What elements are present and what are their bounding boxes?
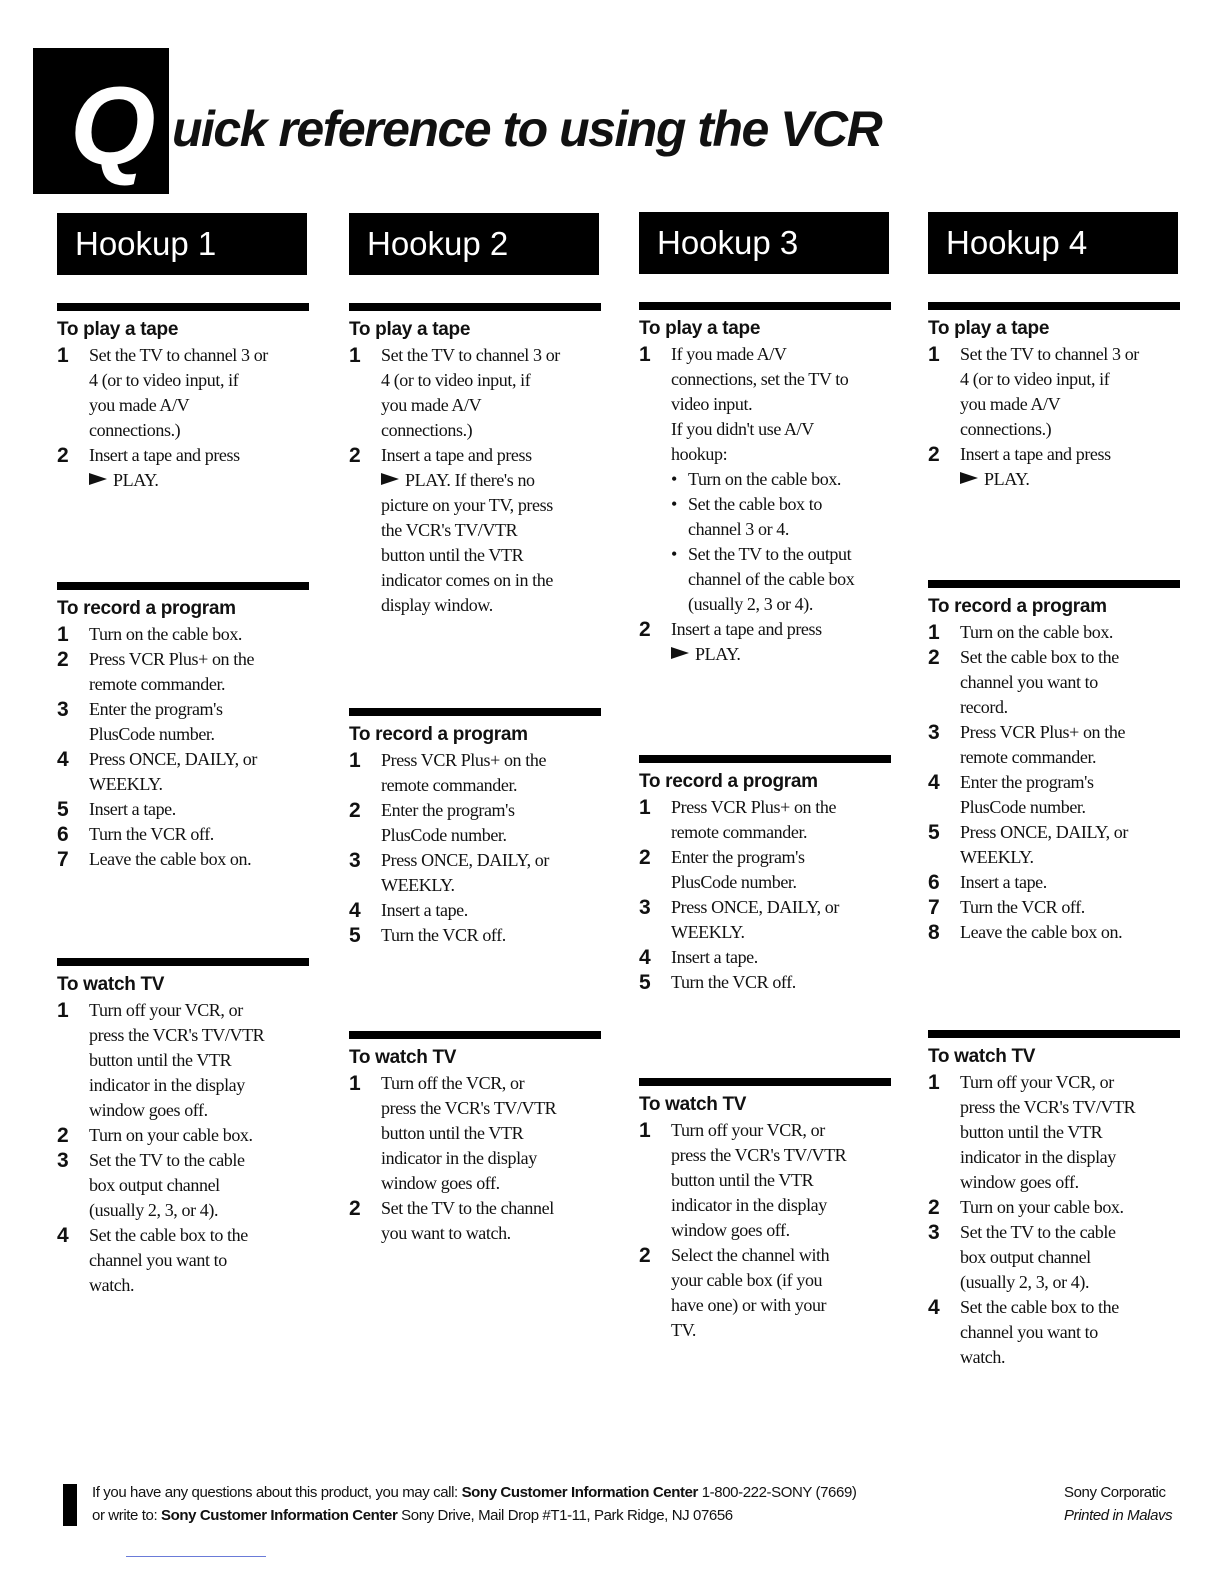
step-text: Select the channel with your cable box (if you have one) or with your TV.: [671, 1245, 830, 1340]
section: [928, 302, 1183, 492]
step-item: [928, 820, 1183, 870]
step-body: [960, 770, 1183, 820]
step-text: If you made A/V connections, set the TV to video input. If you didn't use A/V hookup:: [671, 344, 849, 464]
section-title: To record a program: [928, 596, 1107, 617]
step-text: Press ONCE, DAILY, or WEEKLY.: [960, 822, 1128, 867]
step-text: Turn off your VCR, or press the VCR's TV/VTR button until the VTR indicator in the display window goes off.: [671, 1120, 847, 1240]
step-text: Press VCR Plus+ on the remote commander.: [671, 797, 837, 842]
footer-company-info: [1064, 1481, 1224, 1527]
step-item: [57, 998, 312, 1123]
hookup-column-2: [349, 213, 604, 1243]
step-item: [639, 895, 894, 945]
step-text: Insert a tape.: [381, 900, 468, 920]
step-text: Turn the VCR off.: [960, 897, 1085, 917]
step-body: [89, 1148, 312, 1223]
step-number: 1: [639, 1119, 651, 1142]
company-name: Sony Corporatic: [1064, 1484, 1166, 1501]
step-body: [381, 798, 604, 848]
step-text: Turn the VCR off.: [671, 972, 796, 992]
section-title: To watch TV: [57, 974, 165, 995]
hookup-header-1: Hookup 1: [57, 213, 307, 275]
step-body: [381, 848, 604, 898]
step-item: [928, 895, 1183, 920]
step-body: [89, 647, 312, 697]
step-continuation: picture on your TV, press the VCR's TV/VTR button until the VTR indicator comes on in the display window.: [381, 495, 553, 615]
steps-list: [928, 1070, 1183, 1370]
section-title: To play a tape: [57, 319, 179, 340]
step-number: 8: [928, 921, 940, 944]
step-item: [928, 870, 1183, 895]
step-number: 1: [57, 344, 69, 367]
step-body: [960, 342, 1183, 442]
step-item: [57, 747, 312, 797]
step-body: [381, 1196, 604, 1246]
step-number: 2: [639, 618, 651, 641]
step-body: [89, 1223, 312, 1298]
section-title: To watch TV: [349, 1047, 457, 1068]
step-body: [671, 945, 894, 970]
footer-contact: [92, 1481, 992, 1527]
step-item: [349, 848, 604, 898]
step-number: 4: [928, 771, 940, 794]
step-number: 1: [639, 343, 651, 366]
step-item: [639, 1243, 894, 1343]
step-item: [928, 770, 1183, 820]
step-item: [57, 797, 312, 822]
step-body: [960, 1195, 1183, 1220]
step-text: Enter the program's PlusCode number.: [960, 772, 1094, 817]
section: [639, 1078, 894, 1343]
step-text: Set the TV to the channel you want to watch.: [381, 1198, 554, 1243]
step-text: Leave the cable box on.: [960, 922, 1123, 942]
step-number: 1: [928, 1071, 940, 1094]
step-text: Turn the VCR off.: [89, 824, 214, 844]
section: [57, 303, 312, 493]
step-item: [928, 1070, 1183, 1195]
footer-divider: [126, 1556, 266, 1557]
play-icon: [89, 473, 107, 485]
step-body: [89, 343, 312, 443]
step-body: [89, 1123, 312, 1148]
page-title: uick reference to using the VCR: [172, 101, 882, 157]
step-item: [639, 970, 894, 995]
steps-list: [349, 1071, 604, 1246]
step-text: Turn on the cable box.: [960, 622, 1114, 642]
step-item: [349, 798, 604, 848]
step-number: 2: [57, 1124, 69, 1147]
step-item: [928, 720, 1183, 770]
step-number: 1: [349, 344, 361, 367]
play-label: PLAY.: [984, 469, 1030, 489]
step-number: 1: [349, 749, 361, 772]
play-label: PLAY.: [695, 644, 741, 664]
steps-list: [928, 620, 1183, 945]
step-text: Press VCR Plus+ on the remote commander.: [381, 750, 547, 795]
step-number: 7: [928, 896, 940, 919]
step-text: Enter the program's PlusCode number.: [381, 800, 515, 845]
step-body: [381, 748, 604, 798]
step-text: Enter the program's PlusCode number.: [671, 847, 805, 892]
step-number: 4: [349, 899, 361, 922]
step-body: [89, 443, 312, 493]
step-item: [57, 343, 312, 443]
section: [928, 1030, 1183, 1370]
step-number: 6: [928, 871, 940, 894]
step-item: [57, 822, 312, 847]
step-number: 3: [57, 698, 69, 721]
section-title: To play a tape: [639, 318, 761, 339]
step-number: 3: [928, 721, 940, 744]
step-body: [89, 622, 312, 647]
footer-line-2: or write to: Sony Customer Information Center Sony Drive, Mail Drop #T1-11, Park Ridge, NJ 07656: [92, 1507, 733, 1524]
step-text: Turn on the cable box.: [89, 624, 243, 644]
step-body: [89, 697, 312, 747]
footer-line-1: If you have any questions about this product, you may call: Sony Customer Information Center 1-800-222-SONY (7669): [92, 1484, 857, 1501]
step-text: Set the TV to the cable box output channel (usually 2, 3, or 4).: [960, 1222, 1116, 1292]
step-item: [349, 923, 604, 948]
step-text: Insert a tape and press: [381, 445, 532, 465]
bullet-item: [671, 542, 894, 617]
step-text: Leave the cable box on.: [89, 849, 252, 869]
step-item: [639, 845, 894, 895]
step-text: Set the cable box to the channel you want to record.: [960, 647, 1119, 717]
step-item: [57, 847, 312, 872]
step-body: [671, 1243, 894, 1343]
step-text: Insert a tape and press: [960, 444, 1111, 464]
step-item: [639, 945, 894, 970]
step-number: 2: [928, 646, 940, 669]
step-body: [89, 998, 312, 1123]
step-text: Insert a tape and press: [671, 619, 822, 639]
step-body: [960, 1220, 1183, 1295]
step-number: 1: [57, 623, 69, 646]
play-icon: [381, 473, 399, 485]
step-number: 1: [928, 621, 940, 644]
step-number: 4: [57, 1224, 69, 1247]
step-item: [349, 343, 604, 443]
play-icon: [671, 647, 689, 659]
step-item: [57, 1123, 312, 1148]
step-body: [960, 442, 1183, 492]
step-number: 2: [349, 444, 361, 467]
section-title: To record a program: [639, 771, 818, 792]
step-item: [349, 443, 604, 618]
steps-list: [57, 622, 312, 872]
step-item: [928, 645, 1183, 720]
step-text: Insert a tape.: [89, 799, 176, 819]
steps-list: [349, 343, 604, 618]
hookup-header-2: Hookup 2: [349, 213, 599, 275]
steps-list: [639, 342, 894, 667]
step-body: [89, 847, 312, 872]
section: [57, 582, 312, 872]
section: [928, 580, 1183, 945]
step-body: [960, 645, 1183, 720]
bullet-dot-icon: •: [671, 544, 677, 564]
step-body: [960, 820, 1183, 870]
step-text: Insert a tape.: [671, 947, 758, 967]
step-body: [960, 1070, 1183, 1195]
section: [57, 958, 312, 1298]
step-text: Insert a tape.: [960, 872, 1047, 892]
step-body: [381, 898, 604, 923]
step-body: [671, 1118, 894, 1243]
step-body: [89, 797, 312, 822]
step-text: Turn on your cable box.: [960, 1197, 1124, 1217]
steps-list: [639, 795, 894, 995]
footer-bar: [63, 1484, 77, 1526]
section: [349, 1031, 604, 1246]
step-text: Turn the VCR off.: [381, 925, 506, 945]
hookup-header-4: Hookup 4: [928, 212, 1178, 274]
step-number: 5: [349, 924, 361, 947]
section-rule: [349, 303, 601, 311]
step-body: [89, 747, 312, 797]
play-label: PLAY.: [113, 470, 159, 490]
step-number: 4: [639, 946, 651, 969]
step-number: 4: [928, 1296, 940, 1319]
steps-list: [57, 998, 312, 1298]
step-item: [57, 647, 312, 697]
step-item: [349, 1071, 604, 1196]
section-title: To record a program: [57, 598, 236, 619]
step-body: [960, 895, 1183, 920]
section-rule: [639, 302, 891, 310]
step-number: 5: [57, 798, 69, 821]
step-number: 3: [57, 1149, 69, 1172]
step-body: [671, 342, 894, 617]
bullet-item: [671, 492, 894, 542]
step-text: Press VCR Plus+ on the remote commander.: [89, 649, 255, 694]
step-body: [671, 845, 894, 895]
step-text: Turn off your VCR, or press the VCR's TV/VTR button until the VTR indicator in the display window goes off.: [960, 1072, 1136, 1192]
step-text: Set the cable box to the channel you want to watch.: [960, 1297, 1119, 1367]
section-rule: [57, 958, 309, 966]
step-body: [960, 720, 1183, 770]
section-rule: [349, 1031, 601, 1039]
section-rule: [57, 582, 309, 590]
step-body: [960, 1295, 1183, 1370]
step-text: Turn on your cable box.: [89, 1125, 253, 1145]
step-body: [960, 920, 1183, 945]
section: [349, 303, 604, 618]
step-item: [639, 795, 894, 845]
bullet-text: Set the cable box to channel 3 or 4.: [688, 494, 822, 539]
step-item: [928, 1295, 1183, 1370]
step-number: 2: [349, 799, 361, 822]
section-title: To record a program: [349, 724, 528, 745]
section-rule: [639, 1078, 891, 1086]
step-number: 6: [57, 823, 69, 846]
step-item: [57, 1223, 312, 1298]
step-body: [960, 620, 1183, 645]
play-icon: [960, 472, 978, 484]
step-number: 1: [639, 796, 651, 819]
bullet-dot-icon: •: [671, 469, 677, 489]
step-text: Press ONCE, DAILY, or WEEKLY.: [671, 897, 839, 942]
step-item: [57, 1148, 312, 1223]
section: [349, 708, 604, 948]
steps-list: [928, 342, 1183, 492]
section-title: To play a tape: [349, 319, 471, 340]
section-rule: [349, 708, 601, 716]
step-item: [639, 617, 894, 667]
step-body: [381, 1071, 604, 1196]
step-number: 1: [928, 343, 940, 366]
step-number: 3: [639, 896, 651, 919]
step-body: [89, 822, 312, 847]
step-text: Set the TV to channel 3 or 4 (or to video input, if you made A/V connections.): [960, 344, 1139, 439]
hookup-header-3: Hookup 3: [639, 212, 889, 274]
step-number: 3: [349, 849, 361, 872]
step-body: [960, 870, 1183, 895]
step-item: [349, 1196, 604, 1246]
bullet-text: Set the TV to the output channel of the cable box (usually 2, 3 or 4).: [688, 544, 855, 614]
step-text: Set the TV to the cable box output channel (usually 2, 3, or 4).: [89, 1150, 245, 1220]
step-number: 2: [928, 1196, 940, 1219]
hookup-column-3: [639, 212, 894, 1340]
step-item: [928, 620, 1183, 645]
step-text: Turn off your VCR, or press the VCR's TV/VTR button until the VTR indicator in the display window goes off.: [89, 1000, 265, 1120]
section-title: To watch TV: [928, 1046, 1036, 1067]
step-number: 2: [57, 648, 69, 671]
section-rule: [928, 1030, 1180, 1038]
step-number: 2: [928, 443, 940, 466]
step-number: 1: [349, 1072, 361, 1095]
step-item: [928, 1195, 1183, 1220]
step-number: 2: [349, 1197, 361, 1220]
hookup-column-4: [928, 212, 1183, 1367]
step-body: [381, 923, 604, 948]
bullet-item: [671, 467, 894, 492]
step-text: Press VCR Plus+ on the remote commander.: [960, 722, 1126, 767]
step-item: [928, 342, 1183, 442]
steps-list: [639, 1118, 894, 1343]
step-number: 1: [57, 999, 69, 1022]
title-initial: Q: [70, 65, 156, 188]
step-item: [57, 697, 312, 747]
section-rule: [928, 580, 1180, 588]
step-number: 5: [639, 971, 651, 994]
step-item: [928, 1220, 1183, 1295]
section: [639, 755, 894, 995]
step-number: 2: [639, 1244, 651, 1267]
step-number: 3: [928, 1221, 940, 1244]
steps-list: [349, 748, 604, 948]
step-number: 4: [57, 748, 69, 771]
step-text: Set the TV to channel 3 or 4 (or to video input, if you made A/V connections.): [89, 345, 268, 440]
section-rule: [639, 755, 891, 763]
hookup-column-1: [57, 213, 312, 1295]
step-item: [639, 342, 894, 617]
section-rule: [57, 303, 309, 311]
step-item: [57, 622, 312, 647]
section: [639, 302, 894, 667]
step-body: [671, 970, 894, 995]
step-body: [671, 617, 894, 667]
step-text: Press ONCE, DAILY, or WEEKLY.: [381, 850, 549, 895]
step-body: [671, 795, 894, 845]
bullet-dot-icon: •: [671, 494, 677, 514]
step-number: 2: [57, 444, 69, 467]
step-item: [928, 442, 1183, 492]
step-number: 5: [928, 821, 940, 844]
section-title: To watch TV: [639, 1094, 747, 1115]
step-item: [57, 443, 312, 493]
step-text: Insert a tape and press: [89, 445, 240, 465]
step-item: [349, 748, 604, 798]
step-text: Enter the program's PlusCode number.: [89, 699, 223, 744]
bullet-text: Turn on the cable box.: [688, 469, 842, 489]
step-text: Set the cable box to the channel you want to watch.: [89, 1225, 248, 1295]
step-body: [381, 343, 604, 443]
step-text: Press ONCE, DAILY, or WEEKLY.: [89, 749, 257, 794]
step-text: Set the TV to channel 3 or 4 (or to video input, if you made A/V connections.): [381, 345, 560, 440]
step-item: [639, 1118, 894, 1243]
play-label: PLAY. If there's no: [405, 470, 535, 490]
step-item: [928, 920, 1183, 945]
step-body: [671, 895, 894, 945]
section-title: To play a tape: [928, 318, 1050, 339]
steps-list: [57, 343, 312, 493]
step-text: Turn off the VCR, or press the VCR's TV/VTR button until the VTR indicator in the display window goes off.: [381, 1073, 557, 1193]
step-body: [381, 443, 604, 618]
section-rule: [928, 302, 1180, 310]
step-item: [349, 898, 604, 923]
printed-in: Printed in Malavs: [1064, 1507, 1173, 1524]
step-number: 7: [57, 848, 69, 871]
step-number: 2: [639, 846, 651, 869]
